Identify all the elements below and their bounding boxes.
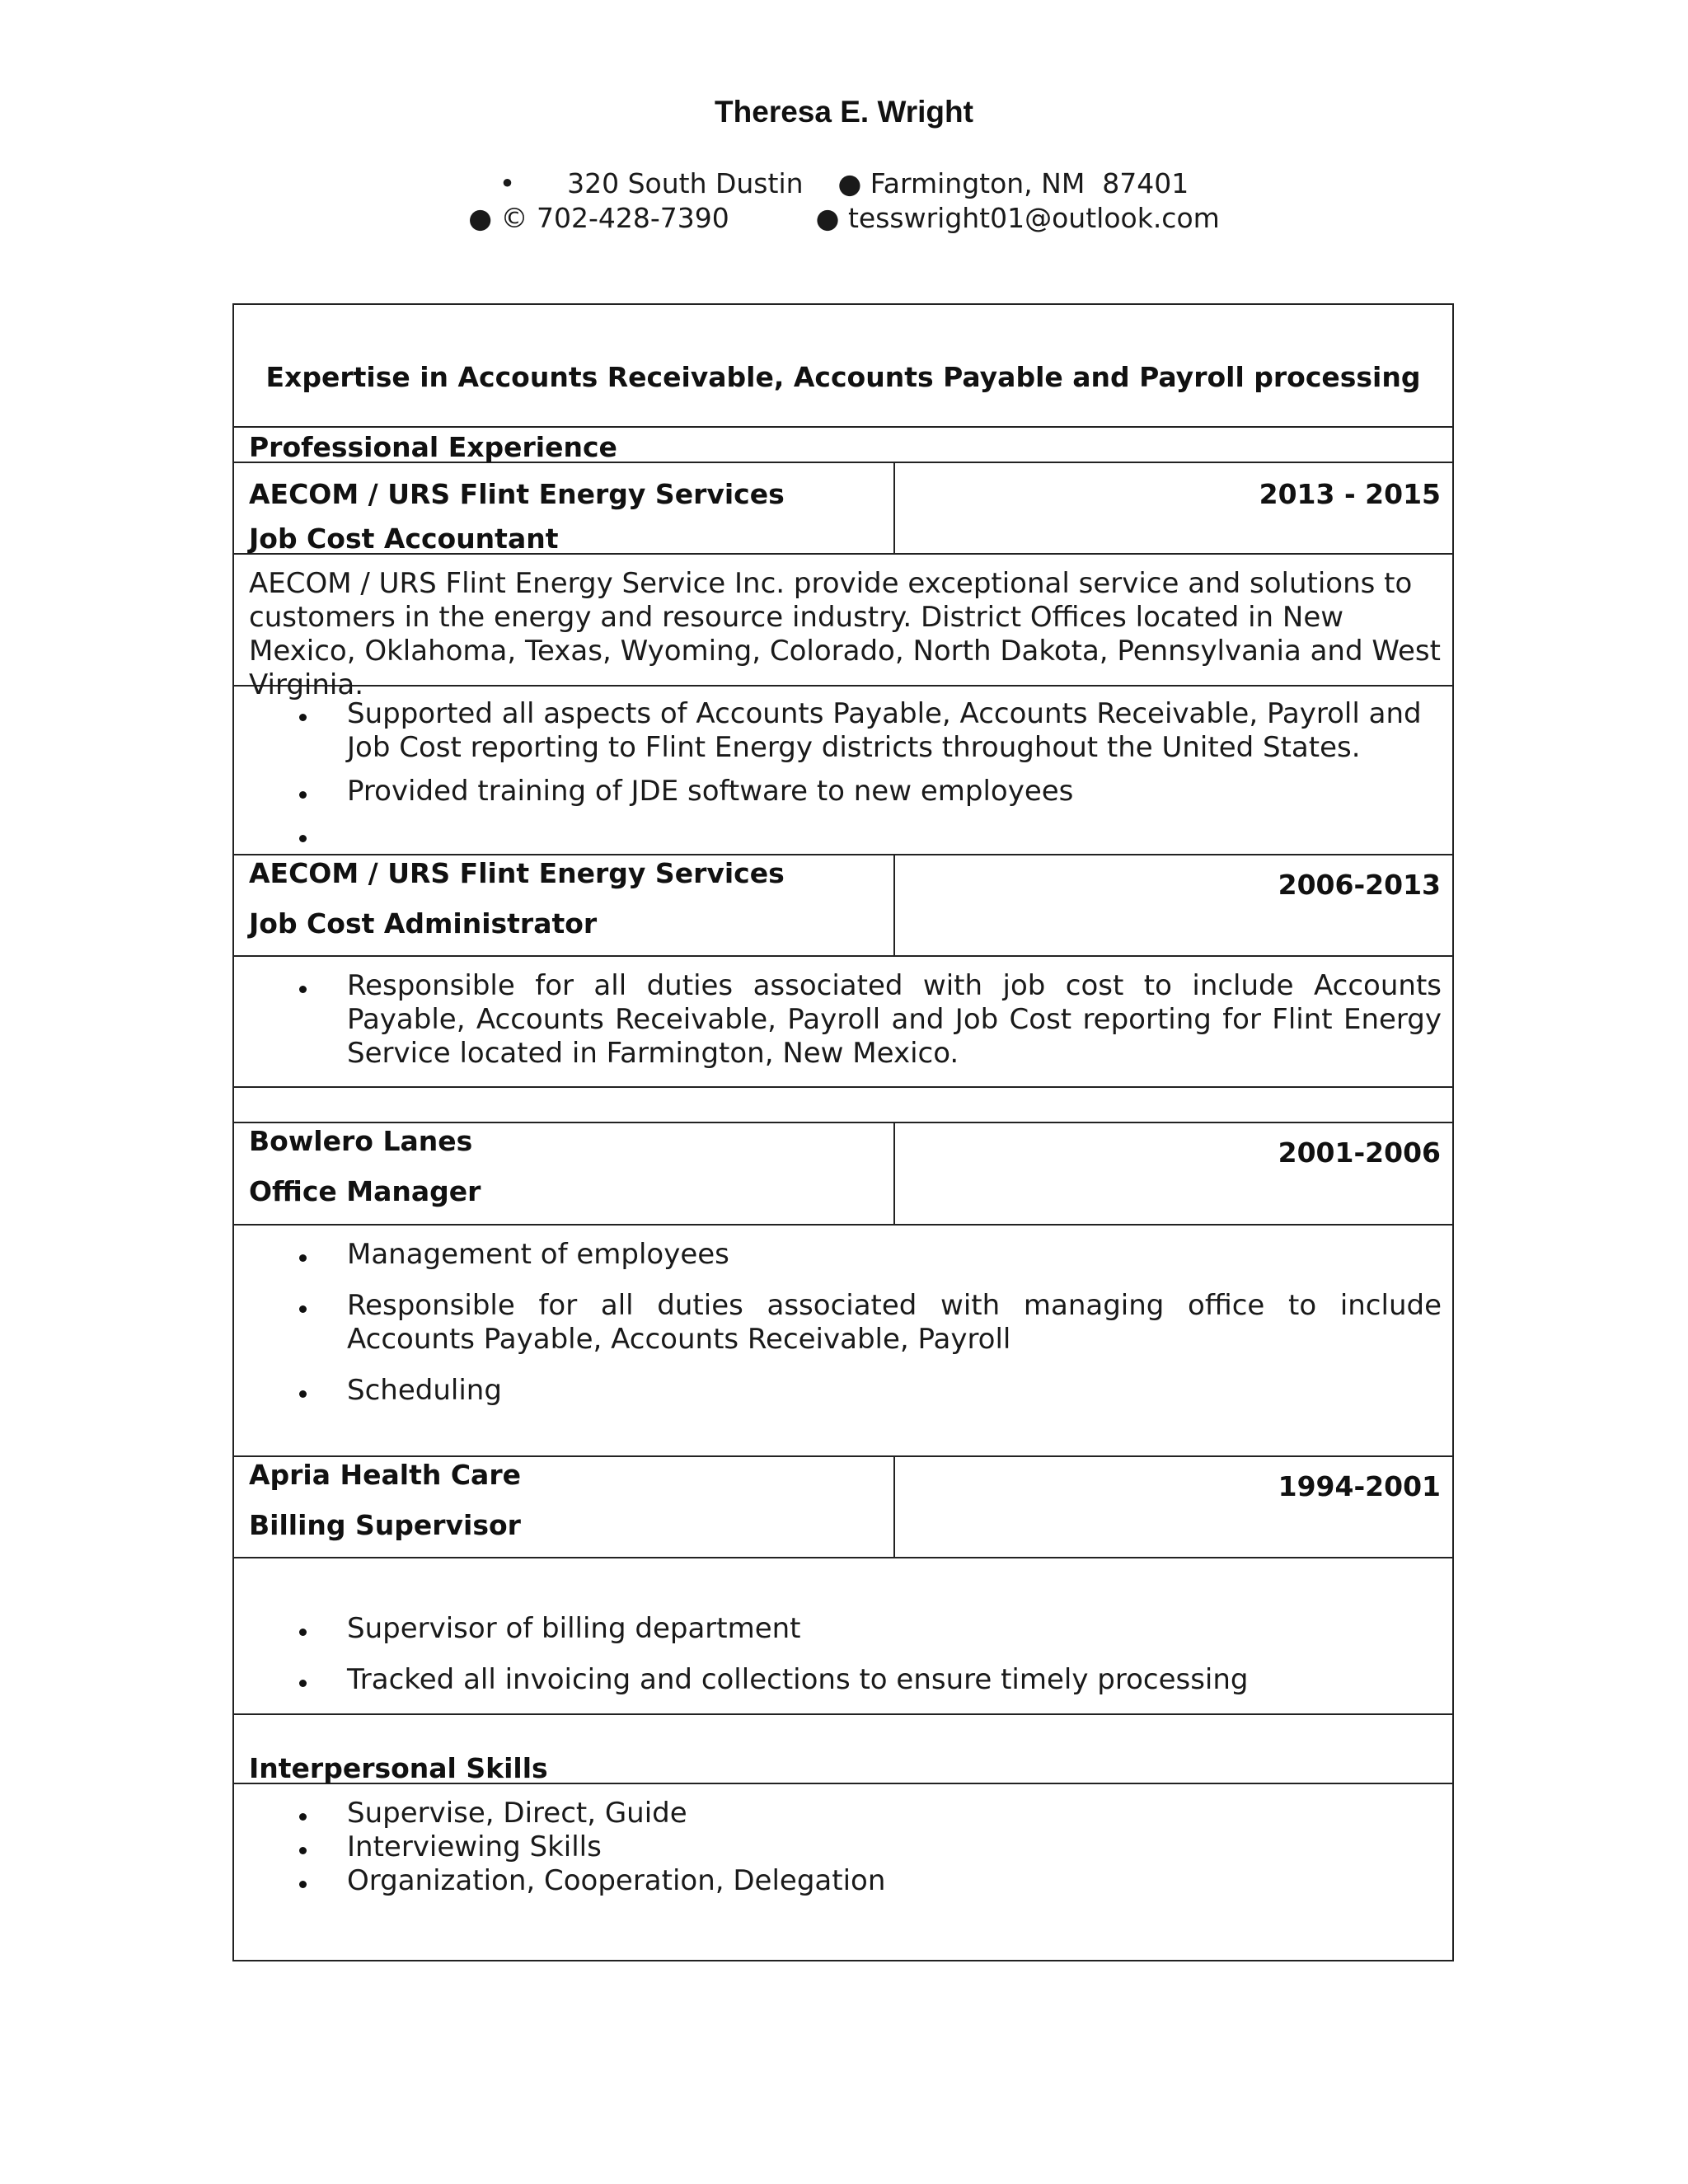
job-company: AECOM / URS Flint Energy Services <box>249 857 785 889</box>
column-divider <box>893 1455 895 1557</box>
section-title-experience: Professional Experience <box>249 431 617 463</box>
bullet-icon <box>299 1629 307 1636</box>
column-divider <box>893 462 895 553</box>
bullet-mark: • <box>499 167 568 199</box>
table-divider <box>232 955 1454 957</box>
job-bullet: Supported all aspects of Accounts Payable, Accounts Receivable, Payroll and Job Cost reporting to Flint Energy districts throughout the United States. <box>347 697 1422 764</box>
bullet-icon <box>299 1847 307 1854</box>
bullet-icon <box>299 835 307 842</box>
table-divider <box>232 426 1454 428</box>
job-dates: 2001-2006 <box>1278 1137 1441 1169</box>
email: tesswright01@outlook.com <box>847 202 1220 234</box>
job-bullet: Provided training of JDE software to new employees <box>347 775 1074 808</box>
table-divider <box>232 1713 1454 1715</box>
job-description: AECOM / URS Flint Energy Service Inc. provide exceptional service and solutions to customers in the energy and resource industry. District Offices located in New Mexico, Oklahoma, Texas, Wyoming, Colorado, North Dakota, Pennsylvania and West Virginia. <box>249 567 1441 701</box>
job-title: Job Cost Administrator <box>249 907 598 940</box>
skill-item: Supervise, Direct, Guide <box>347 1797 687 1830</box>
job-company: Bowlero Lanes <box>249 1125 473 1157</box>
job-bullet: Responsible for all duties associated with job cost to include Accounts Payable, Accounts Receivable, Payroll and Job Cost reporting for Flint Energy Service located in Farmington, New Mexico. <box>347 969 1442 1070</box>
job-company: Apria Health Care <box>249 1459 521 1491</box>
bullet-mark <box>804 167 838 199</box>
column-divider <box>893 854 895 955</box>
bullet-mark: ● <box>815 202 840 234</box>
bullet-icon <box>299 714 307 721</box>
job-bullet: Management of employees <box>347 1238 729 1271</box>
table-divider <box>232 1086 1454 1088</box>
job-title: Office Manager <box>249 1175 481 1207</box>
bullet-mark: ● <box>468 202 492 234</box>
skill-item: Interviewing Skills <box>347 1830 602 1863</box>
skill-item: Organization, Cooperation, Delegation <box>347 1864 886 1897</box>
resume-name: Theresa E. Wright <box>715 95 973 129</box>
job-dates: 2013 - 2015 <box>1259 478 1441 510</box>
job-bullet: Tracked all invoicing and collections to ensure timely processing <box>347 1663 1249 1696</box>
bullet-icon <box>299 1254 307 1262</box>
job-title: Job Cost Accountant <box>249 523 559 555</box>
table-divider <box>232 1224 1454 1226</box>
contact-line-address <box>0 167 1688 199</box>
job-title: Billing Supervisor <box>249 1509 521 1541</box>
job-bullet: Scheduling <box>347 1374 502 1407</box>
bullet-mark: ● <box>837 167 862 199</box>
job-bullet: Responsible for all duties associated with managing office to include Accounts Payable, Accounts Receivable, Payroll <box>347 1289 1442 1356</box>
bullet-icon <box>299 1881 307 1888</box>
table-divider <box>232 854 1454 855</box>
address: 320 South Dustin <box>567 167 804 199</box>
table-divider <box>232 1557 1454 1558</box>
section-title-skills: Interpersonal Skills <box>249 1752 548 1784</box>
bullet-icon <box>299 1390 307 1398</box>
table-divider <box>232 1455 1454 1457</box>
bullet-icon <box>299 1680 307 1687</box>
job-dates: 2006-2013 <box>1278 869 1441 901</box>
bullet-icon <box>299 1813 307 1821</box>
column-divider <box>893 1122 895 1224</box>
bullet-icon <box>299 1305 307 1313</box>
job-company: AECOM / URS Flint Energy Services <box>249 478 785 510</box>
table-divider <box>232 1122 1454 1123</box>
phone: © 702-428-7390 <box>500 202 729 234</box>
city-state-zip: Farmington, NM 87401 <box>870 167 1189 199</box>
contact-line-phone-email <box>0 202 1688 234</box>
job-bullet: Supervisor of billing department <box>347 1612 801 1645</box>
headline: Expertise in Accounts Receivable, Accounts Payable and Payroll processing <box>265 361 1421 393</box>
job-dates: 1994-2001 <box>1278 1470 1441 1502</box>
bullet-icon <box>299 791 307 799</box>
bullet-icon <box>299 986 307 993</box>
